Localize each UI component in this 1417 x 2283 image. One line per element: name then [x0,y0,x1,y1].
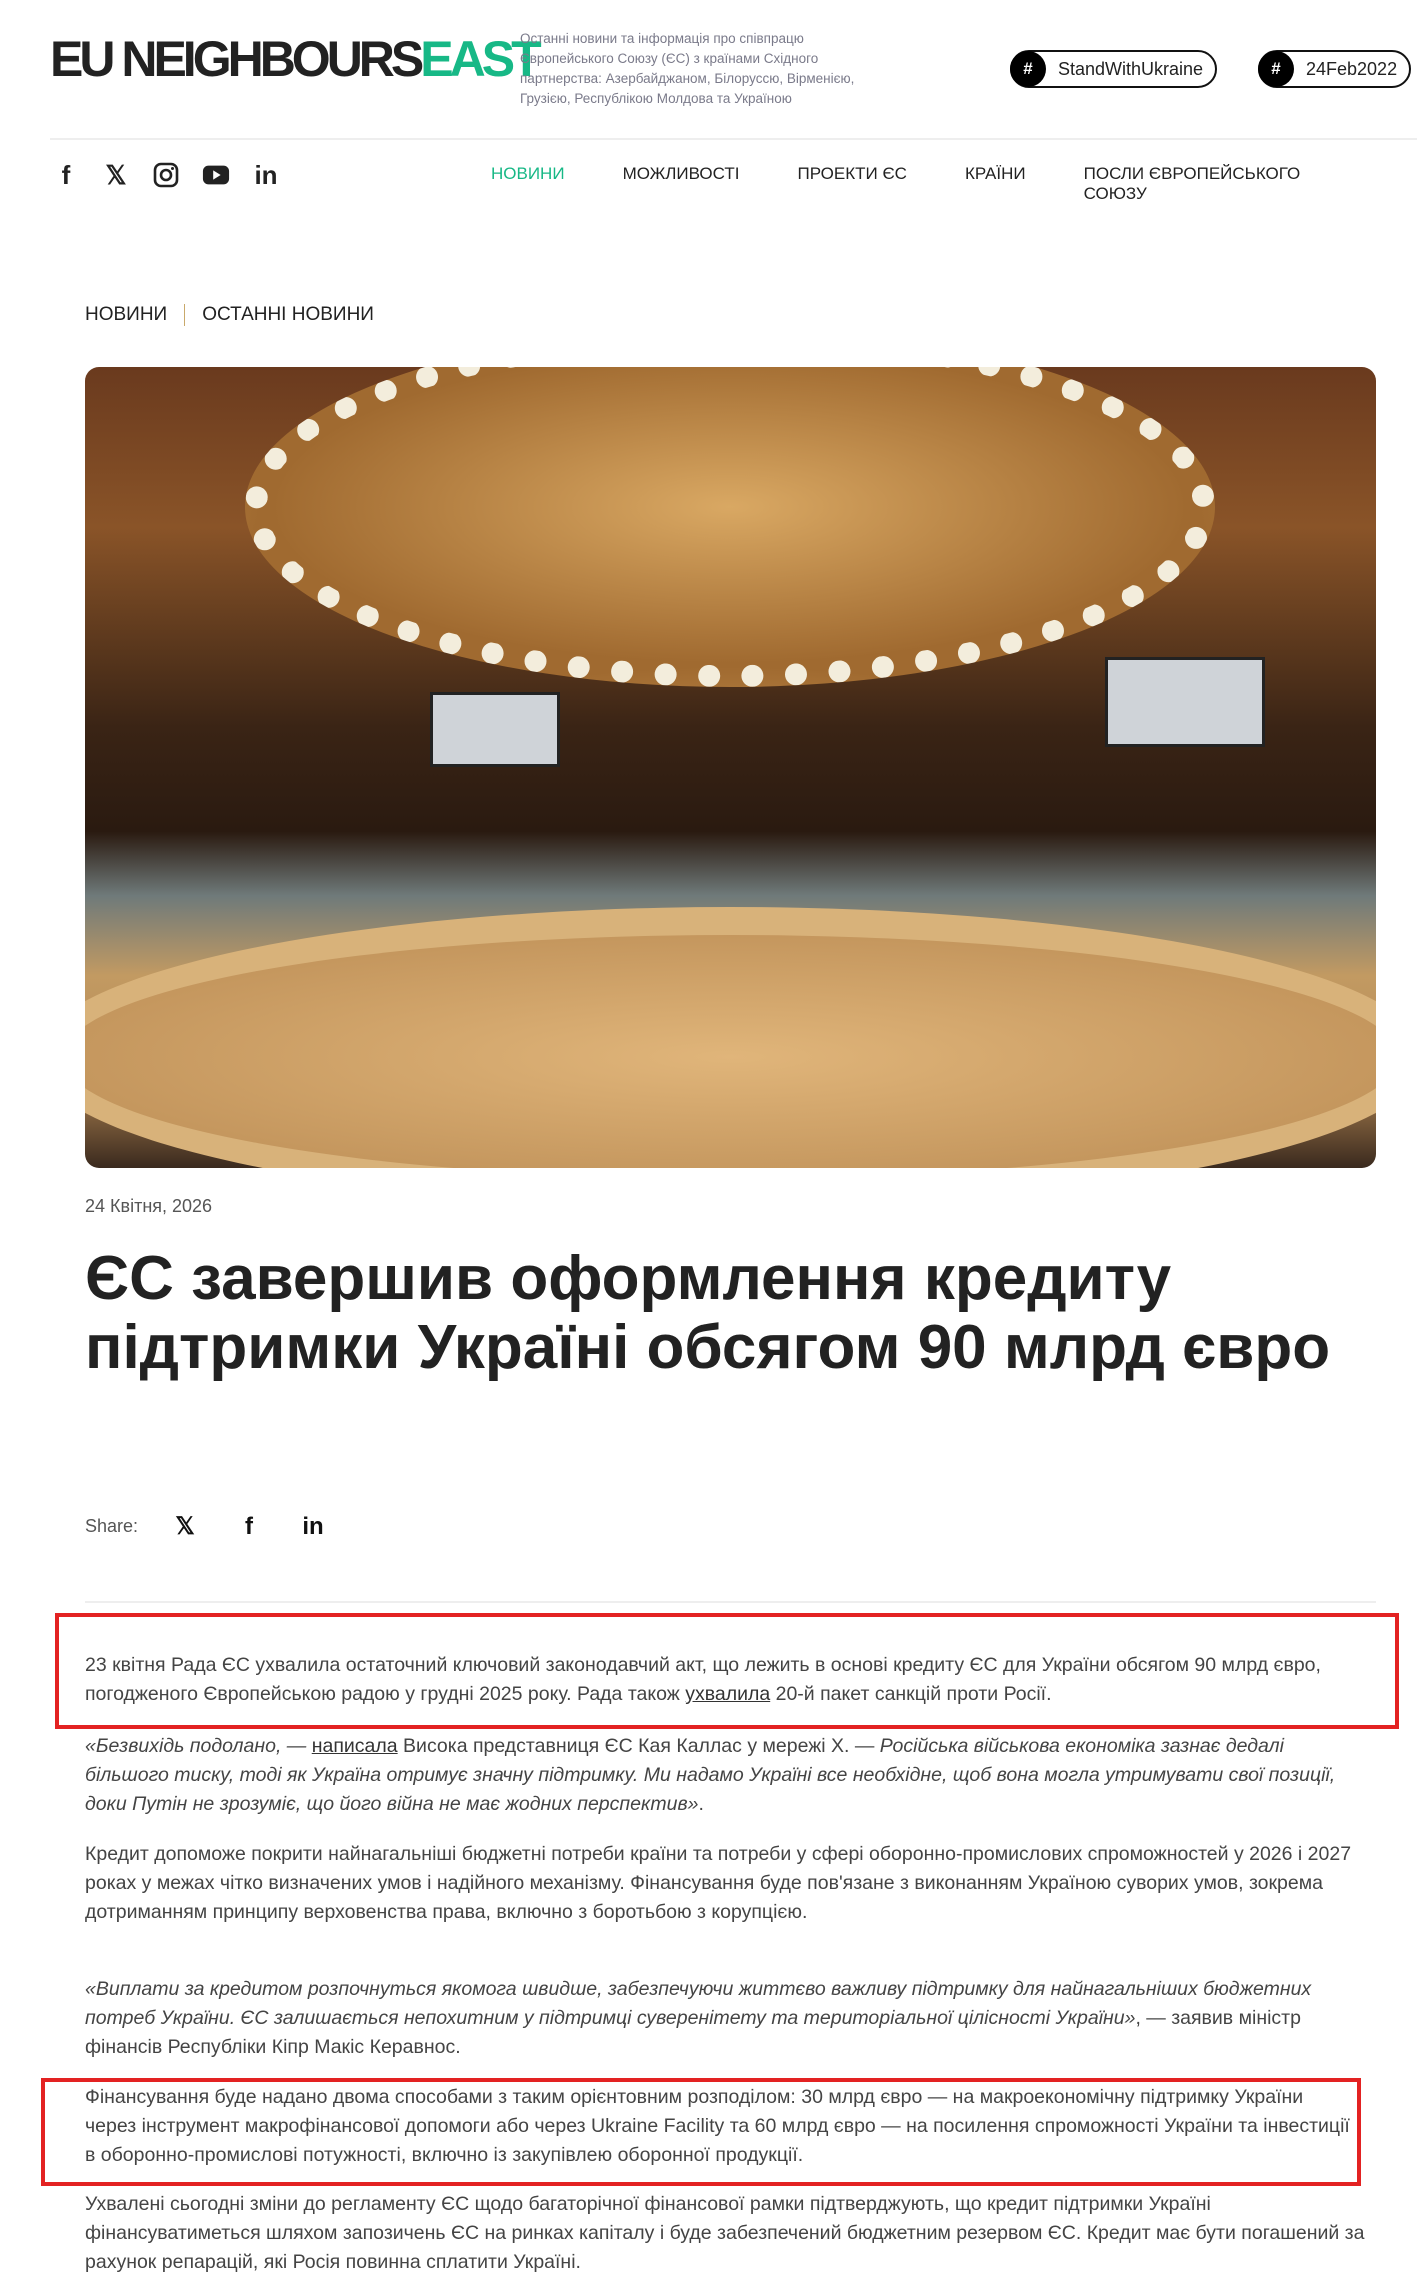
hashtag-label: 24Feb2022 [1306,58,1398,79]
nav-countries[interactable]: КРАЇНИ [964,164,1026,183]
text: «Безвихідь подолано, — [85,1735,312,1757]
breadcrumb-news[interactable]: НОВИНИ [85,304,168,325]
hash-icon: # [1010,51,1046,87]
article-divider [85,1601,1376,1603]
facebook-icon[interactable]: f [61,159,71,190]
breadcrumb-latest-news[interactable]: ОСТАННІ НОВИНИ [202,304,374,325]
article-quote [85,1975,1365,2062]
logo-text: EU NEIGHBOURS [50,31,421,87]
screen [1105,657,1265,747]
screen [430,692,560,767]
nav-eu-ambassadors[interactable]: ПОСЛИ ЄВРОПЕЙСЬКОГО СОЮЗУ [1083,164,1301,203]
link-wrote[interactable]: написала [311,1735,398,1757]
share-bar [85,1512,330,1541]
social-links [52,160,280,190]
article-date: 24 Квітня, 2026 [85,1196,213,1216]
article-title: ЄС завершив оформлення кредиту підтримки Україні обсягом 90 млрд євро [85,1244,1331,1382]
article-paragraph: Фінансування буде надано двома способами з таким орієнтовним розподілом: 30 млрд євро — на макроекономічну підтримку України через інструмент макрофінансової допомоги або через Ukraine Facility та 60 млрд євро — на посилення спроможності України та інвестиції в оборонно-промислові потужності, включно із закупівлею оборонної продукції. [85,2086,1350,2166]
nav-news[interactable]: НОВИНИ [491,164,565,183]
article-paragraph: Кредит допоможе покрити найнагальніші бюджетні потреби країни та потреби у сфері оборонно-промислових спроможностей у 2026 і 2027 роках у межах чітко визначених умов і надійного механізму. Фінансування буде пов'язане з виконанням Україною суворих умов, зокрема дотриманням принципу верховенства права, включно з боротьбою з корупцією. [85,1843,1352,1923]
hashtag-24feb2022[interactable] [1258,50,1411,88]
x-icon[interactable]: 𝕏 [105,159,127,190]
header-divider [50,138,1417,140]
text: Російська військова економіка зазнає дедалі більшого тиску, тоді як Україна отримує значну підтримку. Ми надамо Україні все необхідне, щоб вона могла утримувати свої позиції, доки Путін не зрозуміє, що його війна не має жодних перспектив» [85,1735,1336,1815]
site-tagline: Останні новини та інформація про співпрацю Європейського Союзу (ЄС) з країнами Східного партнерства: Азербайджаном, Білоруссю, Вірменією, Грузією, Республікою Молдова та Україною [520,31,855,106]
share-facebook-icon[interactable]: f [245,1512,254,1540]
article-paragraph [85,1651,1370,1709]
article-hero-image [85,367,1376,1168]
text: 20-й пакет санкцій проти Росії. [770,1683,1052,1705]
breadcrumb [85,304,374,326]
hash-icon: # [1258,51,1294,87]
hashtag-label: StandWithUkraine [1058,58,1204,79]
share-x-icon[interactable]: 𝕏 [175,1513,195,1540]
linkedin-icon[interactable]: in [254,159,278,190]
instagram-icon[interactable] [152,160,180,190]
conference-table [85,907,1376,1168]
ceiling-decor [245,367,1215,687]
text: Висока представниця ЄС Кая Каллас у мережі Х. — [397,1735,880,1757]
text: «Виплати за кредитом розпочнуться якомога швидше, забезпечуючи життєво важливу підтримку для найнагальніших бюджетних потреб України. ЄС залишається непохитним у підтримці суверенітету та територіальної цілісності України» [85,1978,1312,2029]
text: 23 квітня Рада ЄС ухвалила остаточний ключовий законодавчий акт, що лежить в основі кредиту ЄС для України обсягом 90 млрд євро, погодженого Європейською радою у грудні 2025 року. Рада також [85,1654,1321,1705]
article-quote: «Безвихідь подолано, — написала Висока представниця ЄС Кая Каллас у мережі Х. — Російська військова економіка зазнає дедалі більшого тиску, тоді як Україна отримує значну підтримку. Ми надамо Україні все необхідне, щоб вона могла утримувати свої позиції, доки Путін не зрозуміє, що його війна не має жодних перспектив». [85,1735,1336,1815]
main-nav [491,164,1354,204]
youtube-icon[interactable] [202,160,230,190]
nav-opportunities[interactable]: МОЖЛИВОСТІ [622,164,740,183]
article-paragraph: Ухвалені сьогодні зміни до регламенту ЄС щодо багаторічної фінансової рамки підтверджують, що кредит підтримки Україні фінансуватиметься шляхом запозичень ЄС на ринках капіталу і буде забезпечений бюджетним резервом ЄС. Кредит має бути погашений за рахунок репарацій, які Росія повинна сплатити Україні. [85,2193,1365,2273]
hashtag-standwithukraine[interactable] [1010,50,1217,88]
breadcrumb-separator [184,304,185,326]
site-logo[interactable] [50,30,538,88]
text: , — заявив міністр фінансів Республіки Кіпр Макіс Керавнос. [85,2007,1301,2058]
logo-accent: EAST [420,31,538,87]
share-linkedin-icon[interactable]: in [302,1512,324,1540]
share-label: Share: [85,1516,139,1536]
nav-eu-projects[interactable]: ПРОЕКТИ ЄС [797,164,907,183]
link-adopted[interactable]: ухвалила [685,1683,771,1705]
